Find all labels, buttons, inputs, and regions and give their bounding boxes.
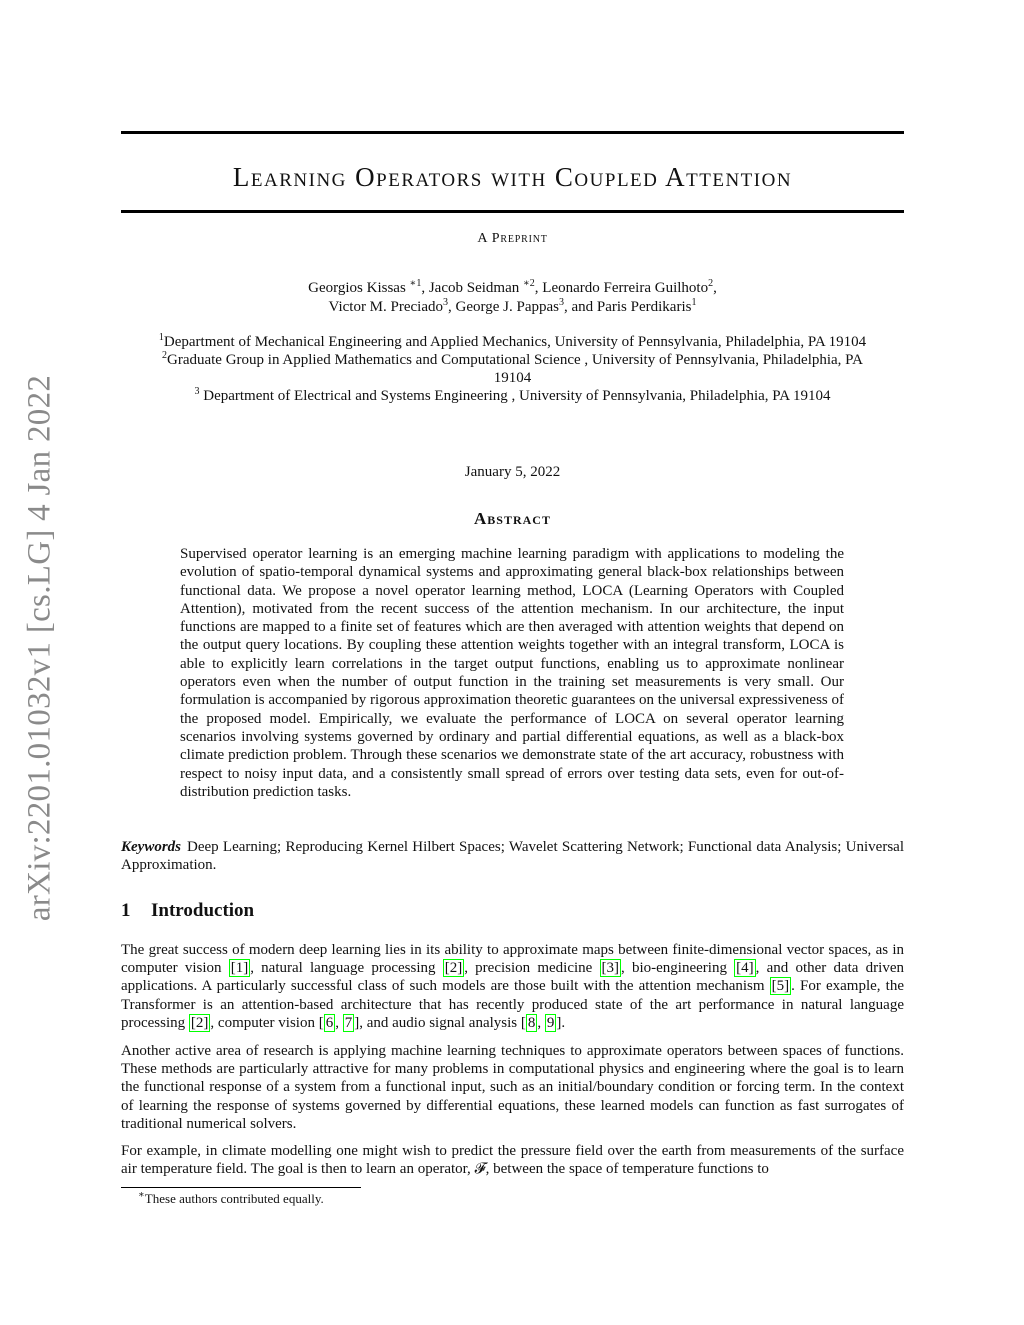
title-rule-top	[121, 131, 904, 134]
author-name: , and Paris Perdikaris	[563, 299, 692, 315]
text-run: , natural language processing	[250, 960, 443, 977]
citation-link[interactable]: 7	[344, 1014, 353, 1031]
footnote-rule	[121, 1187, 361, 1188]
keywords-text: Deep Learning; Reproducing Kernel Hilbert Spaces; Wavelet Scattering Network; Functional data Analysis; Universal Approximation.	[121, 839, 904, 873]
footnote	[138, 1191, 324, 1207]
text-run: The great success of modern deep learning lies in its ability to approximate maps between finite-dimensional vector spaces, as in computer vision	[121, 942, 904, 977]
text-run: , bio-engineering	[621, 960, 735, 977]
affiliation-sup: 3	[194, 386, 200, 397]
author-sup: 3	[558, 297, 564, 308]
author-sep: ,	[713, 280, 717, 296]
affiliation-1	[121, 333, 904, 351]
author-name: , Jacob Seidman	[421, 280, 523, 296]
affiliation-text: Department of Mechanical Engineering and Applied Mechanics, University of Pennsylvania, Philadelphia, PA 19104	[163, 334, 867, 350]
text-run: ,	[537, 1014, 545, 1031]
author-sup: 1	[691, 297, 697, 308]
citation-link[interactable]: 6	[325, 1014, 334, 1031]
section-title: Introduction	[151, 900, 255, 921]
title-rule-bottom	[121, 210, 904, 213]
operator-symbol: 𝓕	[474, 1161, 486, 1178]
affiliations	[121, 333, 904, 405]
preprint-label: A Preprint	[477, 231, 548, 246]
author-name: , George J. Pappas	[448, 299, 559, 315]
affiliation-2	[121, 351, 904, 369]
affiliation-text: 19104	[493, 370, 532, 386]
citation-link[interactable]: 9	[546, 1014, 555, 1031]
intro-paragraph-1	[121, 941, 904, 1032]
text-run: ].	[556, 1014, 566, 1031]
abstract-heading: Abstract	[474, 509, 551, 528]
text-run: . For example, the Transformer is an attention-based architecture that has recently produced state of the art performance in natural language processing	[121, 978, 904, 1031]
author-list	[121, 279, 904, 317]
citation-link[interactable]: [2]	[190, 1014, 209, 1031]
intro-paragraph-3	[121, 1142, 904, 1178]
abstract-text: Supervised operator learning is an emerging machine learning paradigm with applications to modeling the evolution of spatio-temporal dynamical systems and approximating general black-box relationships between functional data. We propose a novel operator learning method, LOCA (Learning Operators with Coupled Attention), motivated from the recent success of the attention mechanism. In our architecture, the input functions are mapped to a finite set of features which are then averaged with attention weights that depend on the output query locations. By coupling these attention weights together with an integral transform, LOCA is able to explicitly learn correlations in the target output functions, enabling us to approximate nonlinear operators even when the number of output function in the training set measurements is very small. Our formulation is accompanied by rigorous approximation theoretic guarantees on the universal expressiveness of the proposed model. Empirically, we evaluate the performance of LOCA on several operator learning scenarios involving systems governed by ordinary and partial differential equations, as well as a black-box climate prediction problem. Through these scenarios we demonstrate state of the art accuracy, robustness with respect to noisy input data, and a consistently small spread of errors over testing data sets, even for out-of-distribution prediction tasks.	[180, 546, 844, 800]
keywords-label: Keywords	[121, 839, 181, 855]
intro-paragraph-2: Another active area of research is applying machine learning techniques to approximate operators between spaces of functions. These methods are particularly attractive for many problems in computational physics and engineering where the goal is to learn the functional response of a system from a functional input, such as an initial/boundary condition or forcing term. In the context of learning the response of systems governed by differential equations, these learned models can function as fast surrogates of traditional numerical solvers.	[121, 1043, 904, 1132]
affiliation-3	[121, 387, 904, 405]
arxiv-side-stamp: arXiv:2201.01032v1 [cs.LG] 4 Jan 2022	[21, 374, 58, 922]
author-sup: ∗2	[523, 278, 535, 289]
text-run: For example, in climate modelling one might wish to predict the pressure field over the earth from measurements of the surface air temperature field. The goal is then to learn an operator,	[121, 1143, 904, 1178]
citation-link[interactable]: [1]	[230, 960, 249, 977]
author-name: Georgios Kissas	[308, 280, 410, 296]
text-run: , between the space of temperature functions to	[485, 1161, 769, 1178]
author-name: , Leonardo Ferreira Guilhoto	[534, 280, 709, 296]
author-line-1	[121, 279, 904, 298]
citation-link[interactable]: [4]	[736, 960, 754, 977]
affiliation-sup: 1	[158, 332, 164, 343]
author-sup: ∗1	[409, 278, 422, 289]
section-heading	[121, 900, 254, 922]
author-line-2	[121, 298, 904, 317]
text-run: ], and audio signal analysis [	[354, 1014, 526, 1031]
affiliation-text: Graduate Group in Applied Mathematics and Computational Science , University of Pennsylvania, Philadelphia, PA	[167, 352, 863, 368]
author-sup: 2	[708, 278, 714, 289]
citation-link[interactable]: [3]	[601, 960, 620, 977]
text-run: , and other data driven applications. A particularly successful class of such models are those built with the attention mechanism	[121, 960, 904, 995]
citation-link[interactable]: [2]	[444, 960, 463, 977]
footnote-text: These authors contributed equally.	[144, 1191, 324, 1206]
affiliation-2-cont	[121, 369, 904, 387]
author-sup: 3	[443, 297, 449, 308]
author-name: Victor M. Preciado	[328, 299, 444, 315]
paper-title: Learning Operators with Coupled Attention	[232, 162, 793, 192]
paper-date: January 5, 2022	[464, 464, 561, 480]
footnote-mark: ∗	[138, 1189, 145, 1201]
citation-link[interactable]: [5]	[771, 978, 790, 995]
keywords	[121, 838, 904, 874]
affiliation-text: Department of Electrical and Systems Engineering , University of Pennsylvania, Philadelphia, PA 19104	[199, 388, 831, 404]
text-run: , computer vision [	[210, 1014, 324, 1031]
section-number: 1	[121, 900, 131, 921]
affiliation-sup: 2	[162, 350, 167, 361]
text-run: ,	[335, 1014, 343, 1031]
citation-link[interactable]: 8	[527, 1014, 536, 1031]
text-run: , precision medicine	[464, 960, 600, 977]
